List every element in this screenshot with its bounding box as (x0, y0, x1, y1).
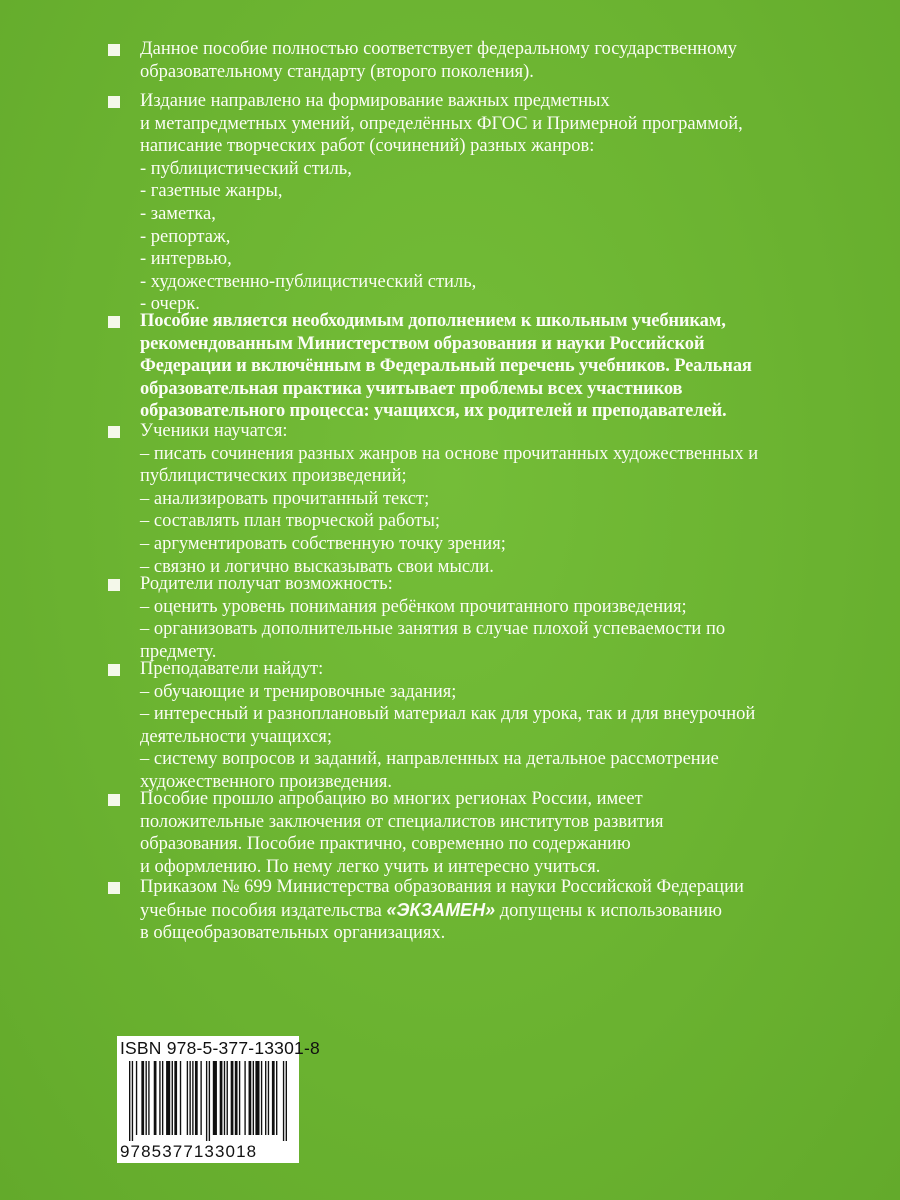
barcode-bar (249, 1061, 252, 1135)
section-7 (108, 788, 868, 878)
approval-line-2-start: учебные пособия издательства (140, 900, 387, 921)
approval-line-1: Приказом № 699 Министерства образования и науки Российской Федерации (140, 877, 744, 897)
bullet-marker (108, 579, 120, 591)
barcode-bar (283, 1061, 284, 1141)
barcode-bar (136, 1061, 137, 1135)
text-line: положительные заключения от специалистов институтов развития (140, 811, 664, 832)
text-line: – аргументировать собственную точку зрения; (140, 533, 506, 554)
barcode-bar (265, 1061, 266, 1135)
text-line: Пособие является необходимым дополнением к школьным учебникам, (140, 311, 726, 331)
text-line: Родители получат возможность: (140, 574, 393, 594)
barcode (129, 1061, 287, 1141)
barcode-bar (174, 1061, 177, 1135)
text-line: – систему вопросов и заданий, направленных на детальное рассмотрение (140, 749, 719, 770)
text-line: – связно и логично высказывать свои мысли. (140, 556, 494, 577)
text-line: публицистических произведений; (140, 466, 407, 487)
text-line: предмету. (140, 641, 217, 662)
bullet-marker (108, 882, 120, 894)
text-line: Преподаватели найдут: (140, 659, 324, 679)
text-line: деятельности учащихся; (140, 726, 333, 747)
isbn-digits: 9785377133018 (120, 1142, 258, 1161)
bullet-marker (108, 44, 120, 56)
bullet-marker (108, 664, 120, 676)
barcode-bar (200, 1061, 201, 1135)
text-line: и метапредметных умений, определённых ФГОС и Примерной программой, (140, 113, 743, 134)
barcode-bar (187, 1061, 188, 1135)
text-line: - заметка, (140, 203, 216, 224)
section-5 (108, 573, 868, 663)
barcode-bar (231, 1061, 234, 1135)
text-line: Данное пособие полностью соответствует федеральному государственному (140, 39, 737, 59)
text-line: образовательная практика учитывает проблемы всех участников (140, 378, 683, 399)
text-line: – организовать дополнительные занятия в случае плохой успеваемости по (140, 619, 726, 640)
section-4 (108, 420, 868, 578)
text-line: – составлять план творческой работы; (140, 511, 441, 532)
barcode-bar (253, 1061, 254, 1135)
text-line: – интересный и разноплановый материал как для урока, так и для внеурочной (140, 704, 756, 725)
text-line: художественного произведения. (140, 771, 392, 792)
text-line: - репортаж, (140, 226, 231, 247)
section-2 (108, 90, 868, 316)
barcode-bar (166, 1061, 170, 1135)
barcode-bar (272, 1061, 275, 1135)
barcode-bar (255, 1061, 259, 1135)
barcode-bar (213, 1061, 217, 1135)
isbn-label: ISBN 978-5-377-13301-8 (120, 1038, 320, 1058)
text-line: - газетные жанры, (140, 181, 283, 202)
barcode-bar (227, 1061, 228, 1135)
text-line: - интервью, (140, 249, 232, 270)
isbn-barcode-box (117, 1036, 320, 1163)
bullet-marker (108, 426, 120, 438)
barcode-bar (235, 1061, 238, 1135)
barcode-bar (148, 1061, 149, 1135)
barcode-bar (195, 1061, 198, 1135)
barcode-bar (268, 1061, 269, 1135)
section-3 (108, 310, 868, 423)
barcode-bar (145, 1061, 146, 1135)
text-line: Федерации и включённым в Федеральный перечень учебников. Реальная (140, 356, 752, 377)
text-line: рекомендованным Министерством образования и науки Российской (140, 333, 705, 354)
barcode-bar (244, 1061, 245, 1135)
text-line: Издание направлено на формирование важных предметных (140, 91, 610, 111)
barcode-bar (129, 1061, 130, 1141)
text-line: - художественно-публицистический стиль, (140, 271, 477, 292)
barcode-bar (220, 1061, 223, 1135)
text-line: Пособие прошло апробацию во многих регионах России, имеет (140, 789, 643, 809)
text-line: Ученики научатся: (140, 421, 288, 441)
text-line: - очерк. (140, 294, 200, 315)
barcode-bar (286, 1061, 287, 1141)
barcode-bar (154, 1061, 157, 1135)
bullet-marker (108, 96, 120, 108)
bullet-marker (108, 316, 120, 328)
approval-section (108, 876, 868, 945)
barcode-bar (224, 1061, 225, 1135)
text-line: и оформлению. По нему легко учить и интересно учиться. (140, 856, 601, 877)
text-line: образования. Пособие практично, современно по содержанию (140, 834, 631, 855)
text-line: образовательного процесса: учащихся, их родителей и преподавателей. (140, 401, 727, 422)
barcode-bar (132, 1061, 133, 1141)
text-line: – писать сочинения разных жанров на основе прочитанных художественных и (140, 443, 759, 464)
approval-line-2 (140, 899, 868, 923)
barcode-bar (206, 1061, 207, 1141)
barcode-bar (189, 1061, 190, 1135)
approval-line-3: в общеобразовательных организациях. (140, 923, 446, 944)
barcode-bar (276, 1061, 277, 1135)
barcode-bar (209, 1061, 210, 1141)
barcode-bar (180, 1061, 181, 1135)
barcode-bar (261, 1061, 262, 1135)
text-line: написание творческих работ (сочинений) разных жанров: (140, 136, 595, 157)
barcode-bar (192, 1061, 193, 1135)
bullet-marker (108, 794, 120, 806)
barcode-bar (239, 1061, 240, 1135)
text-line: – оценить уровень понимания ребёнком прочитанного произведения; (140, 596, 687, 617)
barcode-bar (162, 1061, 163, 1135)
text-line: – анализировать прочитанный текст; (140, 488, 430, 509)
section-6 (108, 658, 868, 794)
text-line: – обучающие и тренировочные задания; (140, 681, 457, 702)
approval-line-2-end: допущены к использованию (495, 900, 723, 921)
text-line: образовательному стандарту (второго поколения). (140, 61, 534, 82)
barcode-bar (159, 1061, 160, 1135)
publisher-name: «ЭКЗАМЕН» (386, 899, 496, 920)
barcode-bar (172, 1061, 173, 1135)
barcode-bar (141, 1061, 144, 1135)
section-1 (108, 38, 868, 83)
text-line: - публицистический стиль, (140, 158, 352, 179)
